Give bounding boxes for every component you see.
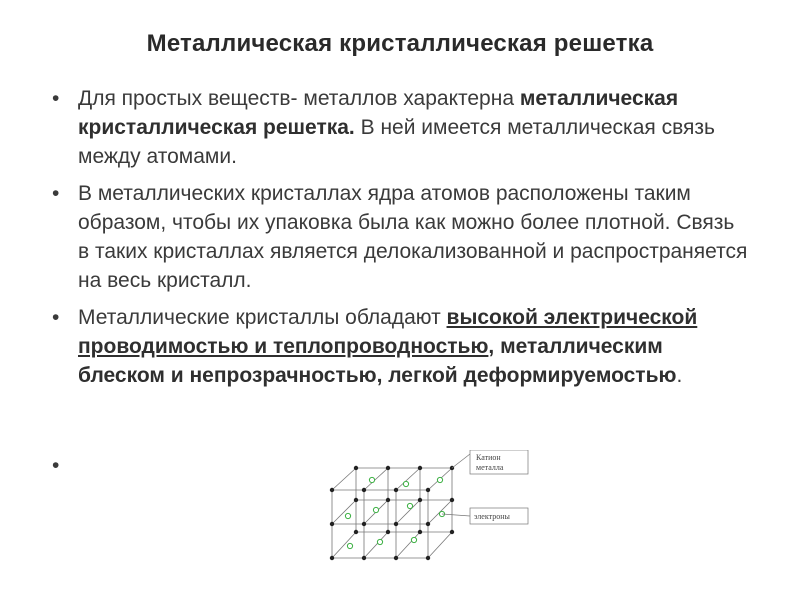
empty-bullet-marker: • bbox=[52, 454, 60, 477]
bullet-3-bold-properties: , металлическим блеском и непрозрачностью, легкой деформируемостью bbox=[78, 335, 677, 387]
bullet-marker: • bbox=[52, 306, 60, 329]
bullet-3-period: . bbox=[676, 364, 683, 387]
bullet-2-text: В металлических кристаллах ядра атомов расположены таким образом, чтобы их упаковка была как можно более плотной. Связь в таких кристаллах является делокализованной и распространяется на весь кристалл. bbox=[78, 182, 748, 292]
bullet-marker: • bbox=[52, 182, 60, 205]
bullet-1-bold-term: металлическая кристаллическая решетка. bbox=[78, 87, 679, 139]
bullet-item-3 bbox=[48, 303, 748, 390]
bullet-3-underlined-term: высокой электрической проводимостью и теплопроводностью bbox=[78, 306, 698, 358]
label-cation-line2: металла bbox=[476, 463, 504, 472]
bullet-1-text-end: В ней имеется металлическая связь между атомами. bbox=[78, 116, 715, 168]
label-cation-line1: Катион bbox=[476, 453, 501, 462]
slide-title: Металлическая кристаллическая решетка bbox=[146, 30, 654, 57]
label-electrons: электроны bbox=[474, 512, 510, 521]
bullet-item-2 bbox=[48, 179, 748, 295]
bullet-3-text-start: Металлические кристаллы обладают bbox=[78, 306, 447, 329]
bullet-item-1 bbox=[48, 84, 748, 171]
metal-lattice-diagram bbox=[320, 450, 540, 580]
bullet-marker: • bbox=[52, 87, 60, 110]
bullet-list bbox=[48, 84, 748, 398]
bullet-1-text-start: Для простых веществ- металлов характерна bbox=[78, 87, 520, 110]
